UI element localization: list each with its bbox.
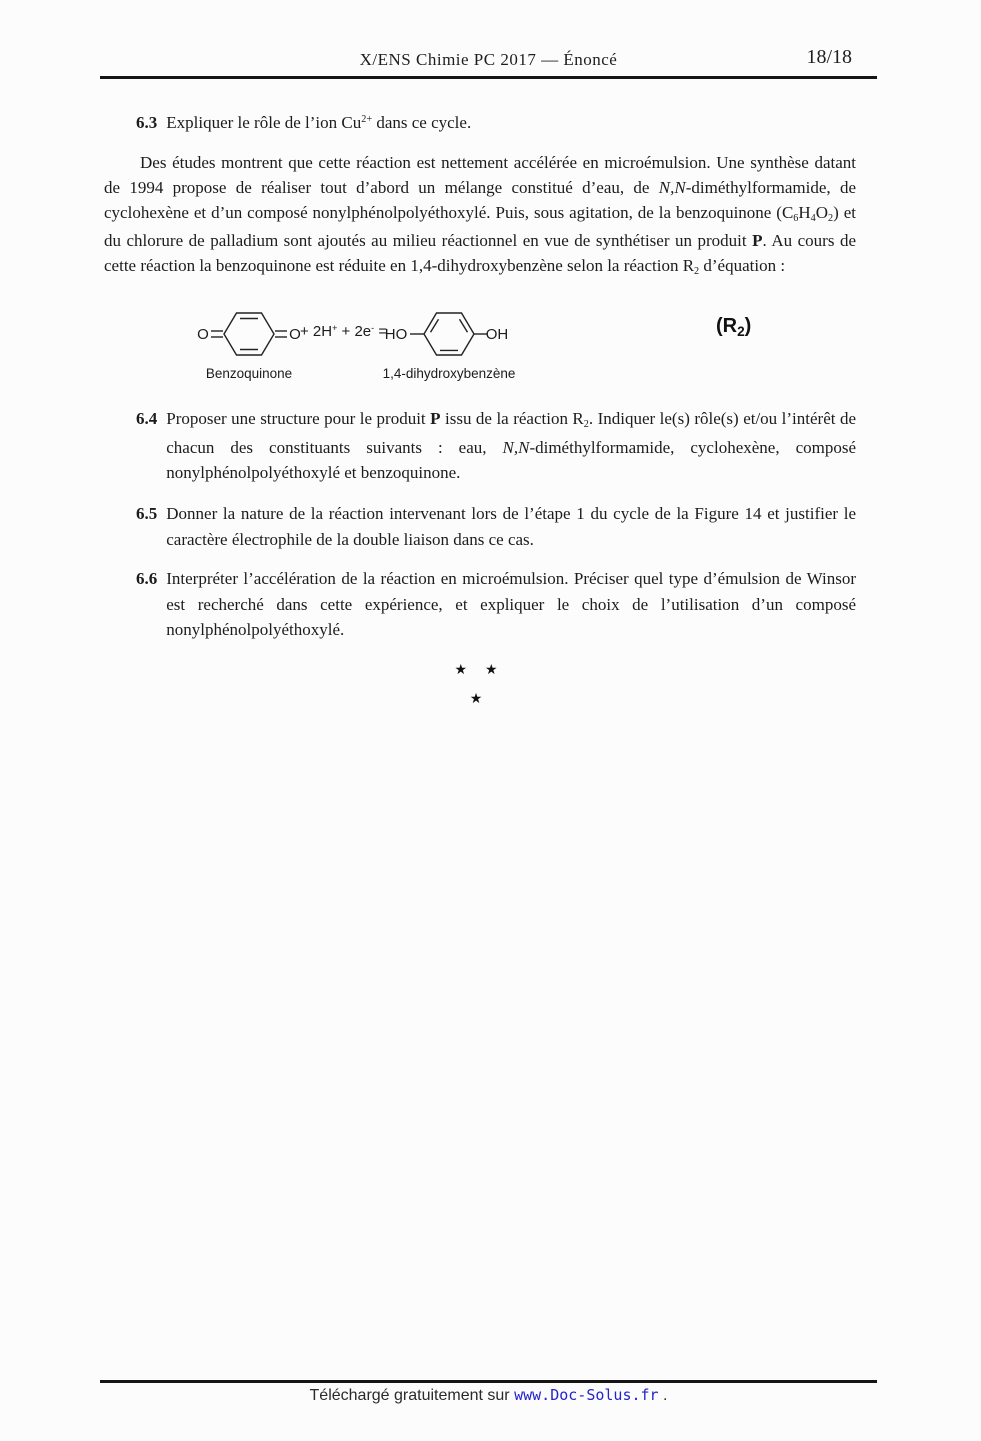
footer-rule <box>100 1380 877 1383</box>
intro-paragraph: Des études montrent que cette réaction est nettement accélérée en microémulsion. Une synthèse datant de 1994 propose de réaliser tout d’abord un mélange constitué d’eau, de N,N-diméthylformamide, de cyclohexène et d’un composé nonylphénolpolyéthoxylé. Puis, sous agitation, de la benzoquinone $(C_6H_4O_2)$ et du chlorure de palladium sont ajoutés au milieu réactionnel en vue de synthétiser un produit P. Au cours de cette réaction la benzoquinone est réduite en 1,4-dihydroxybenzène selon la réaction $R_2$ d’équation : <box>104 153 856 278</box>
question-text: Expliquer le rôle de l’ion $Cu^{2+}$ dans ce cycle. <box>166 113 472 132</box>
star-icon: ★ <box>485 663 498 678</box>
doc-solus-link[interactable]: www.Doc-Solus.fr <box>514 1386 659 1404</box>
oxygen-label-right: O <box>289 326 301 343</box>
benzoquinone-structure <box>197 313 301 355</box>
end-of-document-separator <box>454 663 497 708</box>
question-number: 6.3 <box>136 113 158 132</box>
dihydroxybenzene-structure <box>385 313 509 355</box>
question-6-4 <box>136 406 856 486</box>
oxygen-label-left: O <box>197 326 209 343</box>
star-icon: ★ <box>454 663 467 678</box>
star-icon: ★ <box>469 692 483 707</box>
page-number: 18/18 <box>806 46 852 68</box>
reaction-tag-r2: $(R_2)$ <box>716 315 752 339</box>
hydroxyl-label-left: HO <box>384 326 408 343</box>
header-rule <box>100 76 877 79</box>
question-6-6 <box>136 566 856 643</box>
question-6-5 <box>136 501 856 552</box>
hydroxyl-label-right: OH <box>485 326 509 343</box>
question-6-3 <box>136 110 856 139</box>
header-title: X/ENS Chimie PC 2017 — Énoncé <box>359 50 618 69</box>
reaction-equation-figure <box>190 300 530 384</box>
question-number: 6.4 <box>136 409 158 428</box>
question-text: Proposer une structure pour le produit P issu de la réaction $R_2$. Indiquer le(s) rôle(s) et/ou l’intérêt de chacun des constituants suivants : eau, N,N-diméthylformamide, cyclohexène, composé nonylphénolpolyéthoxylé et benzoquinone. <box>166 409 856 482</box>
footer <box>100 1386 877 1405</box>
question-number: 6.6 <box>136 569 158 588</box>
footer-caption: Téléchargé gratuitement sur <box>309 1387 515 1404</box>
question-number: 6.5 <box>136 504 158 523</box>
question-text: Interpréter l’accélération de la réaction en microémulsion. Préciser quel type d’émulsion de Winsor est recherché dans cette expérience, et expliquer le choix de l’utilisation d’un composé nonylphénolpolyéthoxylé. <box>166 569 856 639</box>
benzoquinone-caption: Benzoquinone <box>205 366 293 381</box>
dihydroxybenzene-caption: 1,4-dihydroxybenzène <box>382 366 516 381</box>
footer-period: . <box>658 1387 668 1404</box>
equation-terms: + 2H+ + 2e- = <box>300 323 388 340</box>
question-text: Donner la nature de la réaction intervenant lors de l’étape 1 du cycle de la Figure 14 et justifier le caractère électrophile de la double liaison dans ce cas. <box>166 504 856 549</box>
